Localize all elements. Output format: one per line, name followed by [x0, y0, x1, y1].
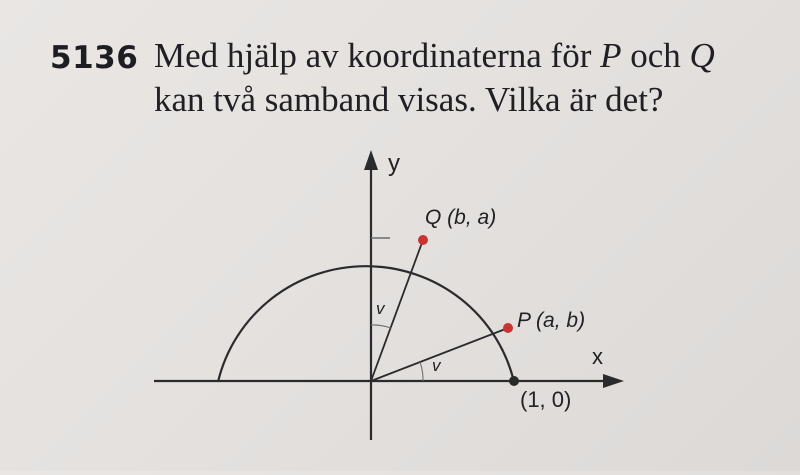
problem-line-2: kan två samband visas. Vilka är det?	[154, 80, 664, 119]
variable-p: P	[600, 36, 622, 75]
x-axis-arrowhead	[603, 374, 624, 388]
problem-number: 5136	[50, 40, 139, 76]
angle-arc-upper	[371, 325, 391, 328]
p-point-label: P (a, b)	[517, 309, 586, 332]
problem-text-segment: Med hjälp av koordinaterna för	[154, 36, 601, 75]
y-axis-arrowhead	[364, 150, 378, 170]
point-q	[418, 235, 428, 245]
point-unit	[509, 376, 519, 386]
variable-q: Q	[689, 36, 715, 75]
unit-point-label: (1, 0)	[520, 387, 572, 412]
problem-text-segment: och	[621, 36, 690, 75]
x-axis-label: x	[592, 344, 603, 369]
angle-label-upper: v	[376, 299, 385, 318]
y-axis-label: y	[388, 150, 400, 177]
point-p	[503, 323, 513, 333]
angle-arc-lower	[420, 362, 423, 381]
angle-label-lower: v	[432, 356, 441, 375]
q-point-label: Q (b, a)	[425, 206, 497, 229]
semicircle-arc	[218, 266, 514, 382]
